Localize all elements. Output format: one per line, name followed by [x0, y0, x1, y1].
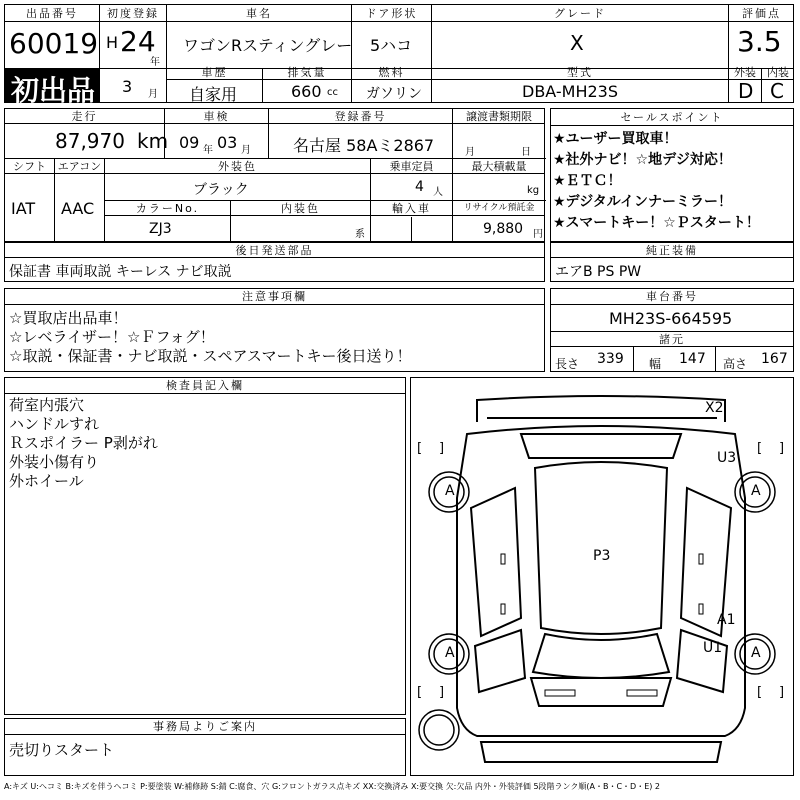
standard-equip-box: [550, 242, 794, 282]
mileage-label: 走行: [5, 109, 164, 124]
car-outline: [411, 378, 793, 775]
first-reg-month: 3: [122, 77, 133, 96]
import-cell: [371, 201, 453, 243]
first-reg-prefix: H: [106, 33, 119, 52]
int-color-cell: [231, 201, 371, 243]
first-listing-badge: 初出品: [5, 69, 100, 103]
inspection-month-unit: 月: [241, 145, 251, 156]
list-item: 外装小傷有り: [9, 453, 100, 471]
recycle: 9,880: [483, 221, 524, 237]
shift-label: シフト: [5, 159, 54, 174]
header-block: [4, 4, 794, 107]
chassis-label: 車台番号: [551, 289, 793, 305]
list-item: ★デジタルインナーミラー！: [553, 194, 733, 210]
interior-grade-cell: [762, 66, 794, 103]
ext-color-cell: [105, 159, 371, 201]
later-parts-value: 保証書 車両取説 キーレス ナビ取説: [9, 264, 232, 280]
svg-text:[: [: [417, 685, 423, 700]
svg-text:]: ]: [779, 441, 785, 456]
lot-number: 60019: [9, 27, 99, 60]
history-label: 車歴: [167, 65, 262, 80]
list-item: ☆レベライザー！☆Ｆフォグ！: [9, 328, 215, 346]
lot-label: 出品番号: [5, 5, 99, 22]
height: 167: [761, 351, 788, 367]
width: 147: [679, 351, 706, 367]
mileage: 87,970: [55, 129, 125, 153]
int-color-unit: 系: [355, 229, 365, 240]
door-cell: [352, 5, 432, 69]
color-no-cell: [105, 201, 231, 243]
score: 3.5: [737, 25, 782, 58]
score-cell: [729, 5, 794, 69]
plate: 名古屋 58Aミ2867: [293, 136, 435, 155]
displacement-cell: [263, 66, 352, 103]
svg-text:[: [: [757, 441, 763, 456]
notes-label: 注意事項欄: [5, 289, 544, 305]
mark-x2: X2: [705, 400, 724, 416]
legend: A:キズ U:ヘコミ B:キズを伴うヘコミ P:要塗装 W:補修跡 S:錆 C:腐食、穴 G:フロントガラス点キズ XX:交換済み X:要交換 欠:欠品 内外・外装評価 5段階ランク順(A・B・C・D・E) 2: [4, 782, 661, 791]
list-item: ☆買取店出品車！: [9, 309, 128, 327]
int-color-label: 内装色: [231, 201, 370, 216]
ext-color-label: 外装色: [105, 159, 370, 174]
first-reg-year: 24: [120, 25, 156, 58]
grade: X: [570, 31, 584, 55]
first-reg-cell: [100, 5, 167, 69]
interior-grade: C: [770, 79, 784, 103]
inspection-month: 03: [217, 133, 238, 152]
sales-points-label: セールスポイント: [551, 109, 793, 126]
exterior-label: 外装: [729, 65, 761, 80]
ac-label: エアコン: [55, 159, 104, 174]
mileage-cell: [5, 109, 169, 159]
recycle-unit: 円: [533, 229, 543, 240]
shift: IAT: [11, 199, 36, 218]
svg-text:[: [: [417, 441, 423, 456]
model-name-label: 車名: [167, 5, 351, 22]
year-unit: 年: [150, 57, 160, 68]
model-code: DBA-MH23S: [522, 82, 619, 101]
list-item: ☆取説・保証書・ナビ取説・スペアスマートキー後日送り！: [9, 347, 412, 365]
score-label: 評価点: [729, 5, 794, 22]
mark-u3: U3: [717, 450, 737, 466]
capacity-unit: 人: [433, 187, 443, 198]
mark-wheel-rr: A: [751, 483, 761, 499]
displacement-label: 排気量: [263, 65, 351, 80]
length: 339: [597, 351, 624, 367]
model-name: ワゴンRスティングレー: [183, 36, 353, 55]
fuel-cell: [352, 66, 432, 103]
standard-equip-value: エアB PS PW: [555, 264, 642, 280]
capacity-label: 乗車定員: [371, 159, 452, 174]
fuel-label: 燃料: [352, 65, 431, 80]
recycle-label: リサイクル預託金: [453, 201, 545, 216]
later-parts-label: 後日発送部品: [5, 243, 544, 258]
door: 5ハコ: [370, 36, 413, 55]
ac-cell: [55, 159, 105, 243]
list-item: ★スマートキー！☆Ｐスタート！: [553, 215, 760, 231]
recycle-cell: [453, 201, 546, 243]
svg-text:]: ]: [439, 685, 445, 700]
chassis-number: MH23S-664595: [609, 309, 733, 328]
notes-box: [4, 288, 545, 372]
mark-wheel-fl: A: [445, 645, 455, 661]
standard-equip-label: 純正装備: [551, 243, 793, 258]
ext-color: ブラック: [193, 182, 249, 198]
exterior-grade-cell: [729, 66, 762, 103]
list-item: ★社外ナビ！☆地デジ対応！: [553, 152, 732, 168]
inspector-list: [9, 396, 158, 491]
displacement: 660: [291, 82, 322, 101]
mark-p3: P3: [593, 548, 611, 564]
first-reg-month-cell: [100, 69, 167, 103]
grade-label: グレード: [432, 5, 728, 22]
lot-cell: [5, 5, 100, 69]
exterior-grade: D: [738, 79, 754, 103]
capacity-cell: [371, 159, 453, 201]
transfer-cell: [453, 109, 546, 159]
model-code-cell: [432, 66, 729, 103]
list-item: Ｒスポイラー P剥がれ: [9, 434, 158, 452]
car-diagram: [410, 377, 794, 776]
list-item: ★ユーザー買取車！: [553, 131, 678, 147]
color-no: ZJ3: [149, 221, 172, 237]
svg-text:]: ]: [779, 685, 785, 700]
notes-list: [9, 309, 412, 366]
list-item: ハンドルすれ: [9, 415, 100, 433]
ac: AAC: [61, 199, 95, 218]
month-unit: 月: [148, 89, 158, 100]
chassis-box: [550, 288, 794, 372]
history: 自家用: [189, 85, 238, 104]
model-name-cell: [167, 5, 352, 69]
transfer-month-unit: 月: [465, 147, 475, 158]
width-label: 幅: [649, 357, 662, 371]
grade-cell: [432, 5, 729, 69]
inspection-year: 09: [179, 133, 200, 152]
inspection-cell: [165, 109, 269, 159]
svg-text:[: [: [757, 685, 763, 700]
inspection-year-unit: 年: [203, 145, 213, 156]
sales-points-list: [553, 129, 760, 234]
plate-cell: [269, 109, 453, 159]
door-label: ドア形状: [352, 5, 431, 22]
history-cell: [167, 66, 263, 104]
import-label: 輸入車: [371, 201, 452, 216]
office-label: 事務局よりご案内: [5, 719, 405, 735]
color-no-label: カラーNo.: [105, 201, 230, 216]
specs-label: 諸元: [551, 332, 793, 347]
list-item: 外ホイール: [9, 472, 84, 490]
list-item: ★ＥＴＣ！: [553, 173, 622, 189]
list-item: 荷室内張穴: [9, 396, 85, 414]
load-unit: kg: [527, 185, 540, 196]
height-label: 高さ: [723, 357, 748, 371]
plate-label: 登録番号: [269, 109, 452, 124]
mark-wheel-rl: A: [445, 483, 455, 499]
mark-wheel-fr: A: [751, 645, 761, 661]
first-reg-label: 初度登録: [100, 5, 166, 22]
mark-a1: A1: [717, 612, 736, 628]
fuel: ガソリン: [366, 86, 422, 102]
office-box: [4, 718, 406, 776]
inspector-label: 検査員記入欄: [5, 378, 405, 394]
length-label: 長さ: [555, 357, 580, 371]
load-cell: [453, 159, 546, 201]
capacity: 4: [415, 179, 424, 195]
sales-points-box: [550, 108, 794, 242]
model-code-label: 型式: [432, 65, 728, 80]
spec-table: [4, 108, 545, 242]
inspector-box: [4, 377, 406, 715]
load-label: 最大積載量: [453, 159, 545, 174]
svg-text:]: ]: [439, 441, 445, 456]
transfer-day-unit: 日: [521, 147, 531, 158]
mark-u1: U1: [703, 640, 723, 656]
displacement-unit: cc: [327, 87, 338, 98]
inspection-label: 車検: [165, 109, 268, 124]
mileage-unit: km: [137, 129, 169, 153]
transfer-label: 譲渡書類期限: [453, 109, 545, 124]
shift-cell: [5, 159, 55, 243]
later-parts-box: [4, 242, 545, 282]
office-value: 売切りスタート: [9, 741, 115, 759]
interior-label: 内装: [762, 65, 794, 80]
